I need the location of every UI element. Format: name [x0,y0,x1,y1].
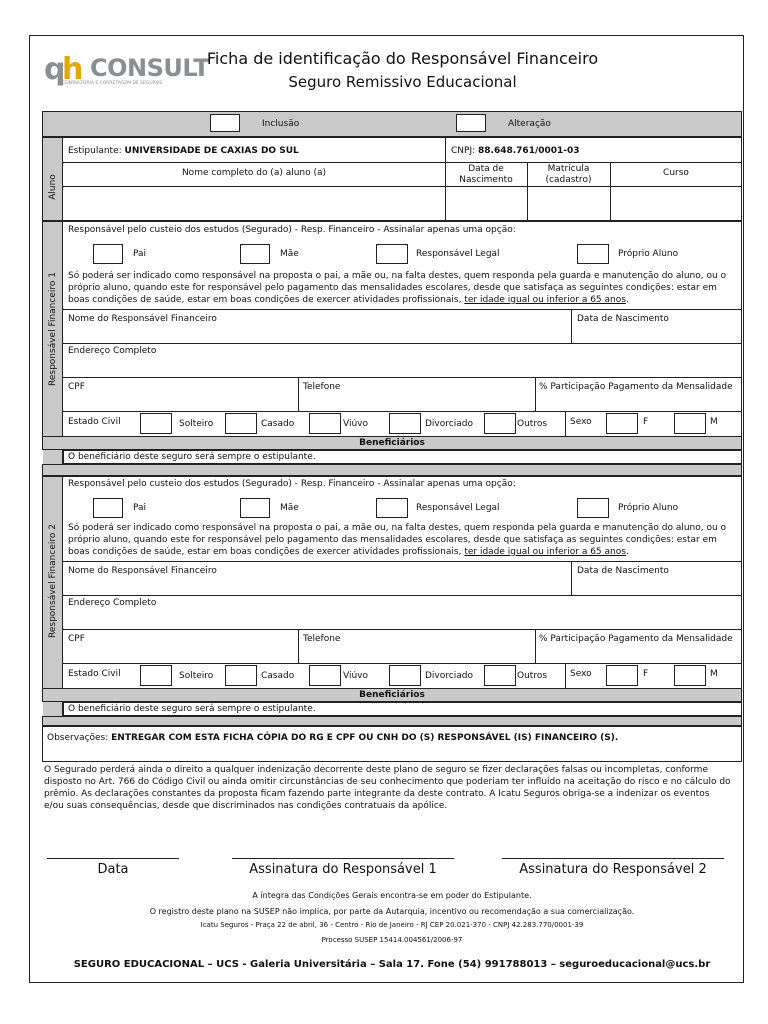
signature-1-line[interactable] [232,858,454,859]
resp2-sexo-f-checkbox[interactable] [606,665,638,686]
cnpj-line: CNPJ: 88.648.761/0001-03 [451,146,580,156]
resp2-pai-label: Pai [133,503,147,513]
resp1-mae-label: Mãe [280,249,299,259]
resp1-cpf-label: CPF [68,382,85,392]
aluno-nome-field[interactable] [64,187,444,220]
data-signature-line[interactable] [47,858,179,859]
resp2-sexo-m-checkbox[interactable] [674,665,706,686]
resp2-beneficiarios-text: O beneficiário deste seguro será sempre o estipulante. [68,704,316,714]
resp1-beneficiarios-title: Beneficiários [359,438,425,448]
inclusao-row [42,111,742,137]
alteracao-checkbox[interactable] [456,114,486,132]
resp2-sexo-f-label: F [643,669,649,679]
resp2-conditions-text: Só poderá ser indicado como responsável na proposta o pai, a mãe ou, na falta destes, quem responda pela guarda e manutenção do aluno, ou o próprio aluno, quando este for responsável pelo pagamento das mensalidades escolares, desde que satisfaça as seguintes condições: estar em boas condições de saúde, estar em boas condições de exercer atividades profissionais, ter idade igual ou inferior a 65 anos. [68,523,727,557]
resp1-sexo-f-checkbox[interactable] [606,413,638,434]
aluno-side-label: Aluno [48,174,58,200]
resp1-casado-checkbox[interactable] [225,413,257,434]
resp1-sexo-f-label: F [643,417,649,427]
resp1-divorciado-label: Divorciado [425,419,473,429]
resp1-instruction: Responsável pelo custeio dos estudos (Segurado) - Resp. Financeiro - Assinalar apenas uma opção: [68,225,516,235]
resp1-proprio-label: Próprio Aluno [618,249,679,259]
resp1-sexo-label: Sexo [570,417,592,427]
resp2-casado-label: Casado [261,671,295,681]
resp1-solteiro-checkbox[interactable] [140,413,172,434]
resp2-telefone-label: Telefone [303,634,341,644]
resp2-beneficiarios-title: Beneficiários [359,690,425,700]
inclusao-checkbox[interactable] [210,114,240,132]
observacoes-line: Observações: ENTREGAR COM ESTA FICHA CÓPIA DO RG E CPF OU CNH DO (S) RESPONSÁVEL (IS) FINANCEIRO (S). [47,733,619,743]
resp1-estadocivil-label: Estado Civil [68,417,121,427]
resp2-divorciado-checkbox[interactable] [389,665,421,686]
logo-subtext: CONSULTORIA E CORRETAGEM DE SEGUROS [62,81,163,86]
alteracao-label: Alteração [508,119,551,129]
logo-text: CONSULT [90,54,210,82]
resp1-legal-label: Responsável Legal [416,249,500,259]
signature-2-label: Assinatura do Responsável 2 [519,862,707,877]
resp2-divorciado-label: Divorciado [425,671,473,681]
resp2-legal-checkbox[interactable] [376,498,408,518]
resp2-outros-checkbox[interactable] [484,665,516,686]
observacoes-box [42,726,742,762]
resp1-divorciado-checkbox[interactable] [389,413,421,434]
resp2-mae-label: Mãe [280,503,299,513]
resp2-estadocivil-label: Estado Civil [68,669,121,679]
resp2-outros-label: Outros [517,671,548,681]
company-logo [44,52,210,92]
resp1-endereco-label: Endereço Completo [68,346,157,356]
resp1-outros-label: Outros [517,419,548,429]
footer-line-2: O registro deste plano na SUSEP não implica, por parte da Autarquia, incentivo ou recomendação a sua comercialização. [149,907,635,916]
signature-1-label: Assinatura do Responsável 1 [249,862,437,877]
resp1-pai-checkbox[interactable] [93,244,123,264]
resp2-instruction: Responsável pelo custeio dos estudos (Segurado) - Resp. Financeiro - Assinalar apenas uma opção: [68,479,516,489]
resp1-casado-label: Casado [261,419,295,429]
footer-contact: SEGURO EDUCACIONAL – UCS - Galeria Universitária – Sala 17. Fone (54) 991788013 – seguroeducacional@ucs.br [73,959,711,970]
resp1-mae-checkbox[interactable] [240,244,270,264]
resp2-proprio-checkbox[interactable] [577,498,609,518]
resp1-viuvo-label: Viúvo [343,419,368,429]
svg-text:q: q [44,52,66,87]
footer-line-1: A íntegra das Condições Gerais encontra-se em poder do Estipulante. [252,891,532,900]
resp2-participacao-label: % Participação Pagamento da Mensalidade [539,634,733,644]
resp2-solteiro-label: Solteiro [179,671,214,681]
estipulante-line: Estipulante: UNIVERSIDADE DE CAXIAS DO SUL [68,146,299,156]
resp1-beneficiarios-text: O beneficiário deste seguro será sempre o estipulante. [68,452,316,462]
resp2-datanasc-label: Data de Nascimento [577,566,669,576]
resp2-endereco-label: Endereço Completo [68,598,157,608]
resp1-datanasc-label: Data de Nascimento [577,314,669,324]
resp2-legal-label: Responsável Legal [416,503,500,513]
svg-text:h: h [62,52,84,87]
signature-2-line[interactable] [502,858,724,859]
resp2-casado-checkbox[interactable] [225,665,257,686]
aluno-data-header: Data de Nascimento [459,164,513,185]
resp2-sexo-m-label: M [710,669,718,679]
legal-paragraph: O Segurado perderá ainda o direito a qualquer indenização decorrente deste plano de seguro se fizer declarações falsas ou incompletas, conforme disposto no Art. 766 do Código Civil ou ainda omitir circunstâncias de seu conhecimento que poderiam ter influído na aceitação do risco e no cálculo do prêmio. As declarações constantes da proposta ficam fazendo parte integrante da deste contrato. A Icatu Seguros obriga-se a indenizar os eventos e/ou suas consequências, desde que discriminados nas condições contratuais da apólice. [44,765,731,811]
aluno-matricula-header: Matrícula (cadastro) [545,164,592,185]
resp1-viuvo-checkbox[interactable] [309,413,341,434]
footer-line-4: Processo SUSEP 15414.004561/2006-97 [321,936,463,944]
resp1-solteiro-label: Solteiro [179,419,214,429]
resp1-side-label: Responsável Financeiro 1 [48,272,58,386]
resp1-participacao-label: % Participação Pagamento da Mensalidade [539,382,733,392]
resp2-viuvo-label: Viúvo [343,671,368,681]
resp1-legal-checkbox[interactable] [376,244,408,264]
inclusao-label: Inclusão [262,119,300,129]
resp2-side-label: Responsável Financeiro 2 [48,524,58,638]
resp1-telefone-label: Telefone [303,382,341,392]
resp2-mae-checkbox[interactable] [240,498,270,518]
resp2-viuvo-checkbox[interactable] [309,665,341,686]
resp1-outros-checkbox[interactable] [484,413,516,434]
resp1-proprio-checkbox[interactable] [577,244,609,264]
resp1-pai-label: Pai [133,249,147,259]
resp1-nome-label: Nome do Responsável Financeiro [68,314,217,324]
aluno-curso-header: Curso [663,168,689,178]
page-title: Ficha de identificação do Responsável Financeiro [206,49,599,68]
page-subtitle: Seguro Remissivo Educacional [288,73,517,91]
resp2-pai-checkbox[interactable] [93,498,123,518]
resp1-sexo-m-label: M [710,417,718,427]
resp1-conditions-text: Só poderá ser indicado como responsável na proposta o pai, a mãe ou, na falta destes, quem responda pela guarda e manutenção do aluno, ou o próprio aluno, quando este for responsável pelo pagamento das mensalidades escolares, desde que satisfaça as seguintes condições: estar em boas condições de saúde, estar em boas condições de exercer atividades profissionais, ter idade igual ou inferior a 65 anos. [68,271,727,305]
data-signature-label: Data [97,862,129,877]
aluno-nome-header: Nome completo do (a) aluno (a) [181,168,327,178]
resp2-cpf-label: CPF [68,634,85,644]
resp2-solteiro-checkbox[interactable] [140,665,172,686]
resp1-sexo-m-checkbox[interactable] [674,413,706,434]
footer-line-3: Icatu Seguros - Praça 22 de abril, 36 - Centro - Rio de Janeiro - RJ CEP 20.021-370 - CNPJ 42.283.770/0001-39 [200,921,584,929]
resp2-nome-label: Nome do Responsável Financeiro [68,566,217,576]
resp2-proprio-label: Próprio Aluno [618,503,679,513]
resp2-sexo-label: Sexo [570,669,592,679]
